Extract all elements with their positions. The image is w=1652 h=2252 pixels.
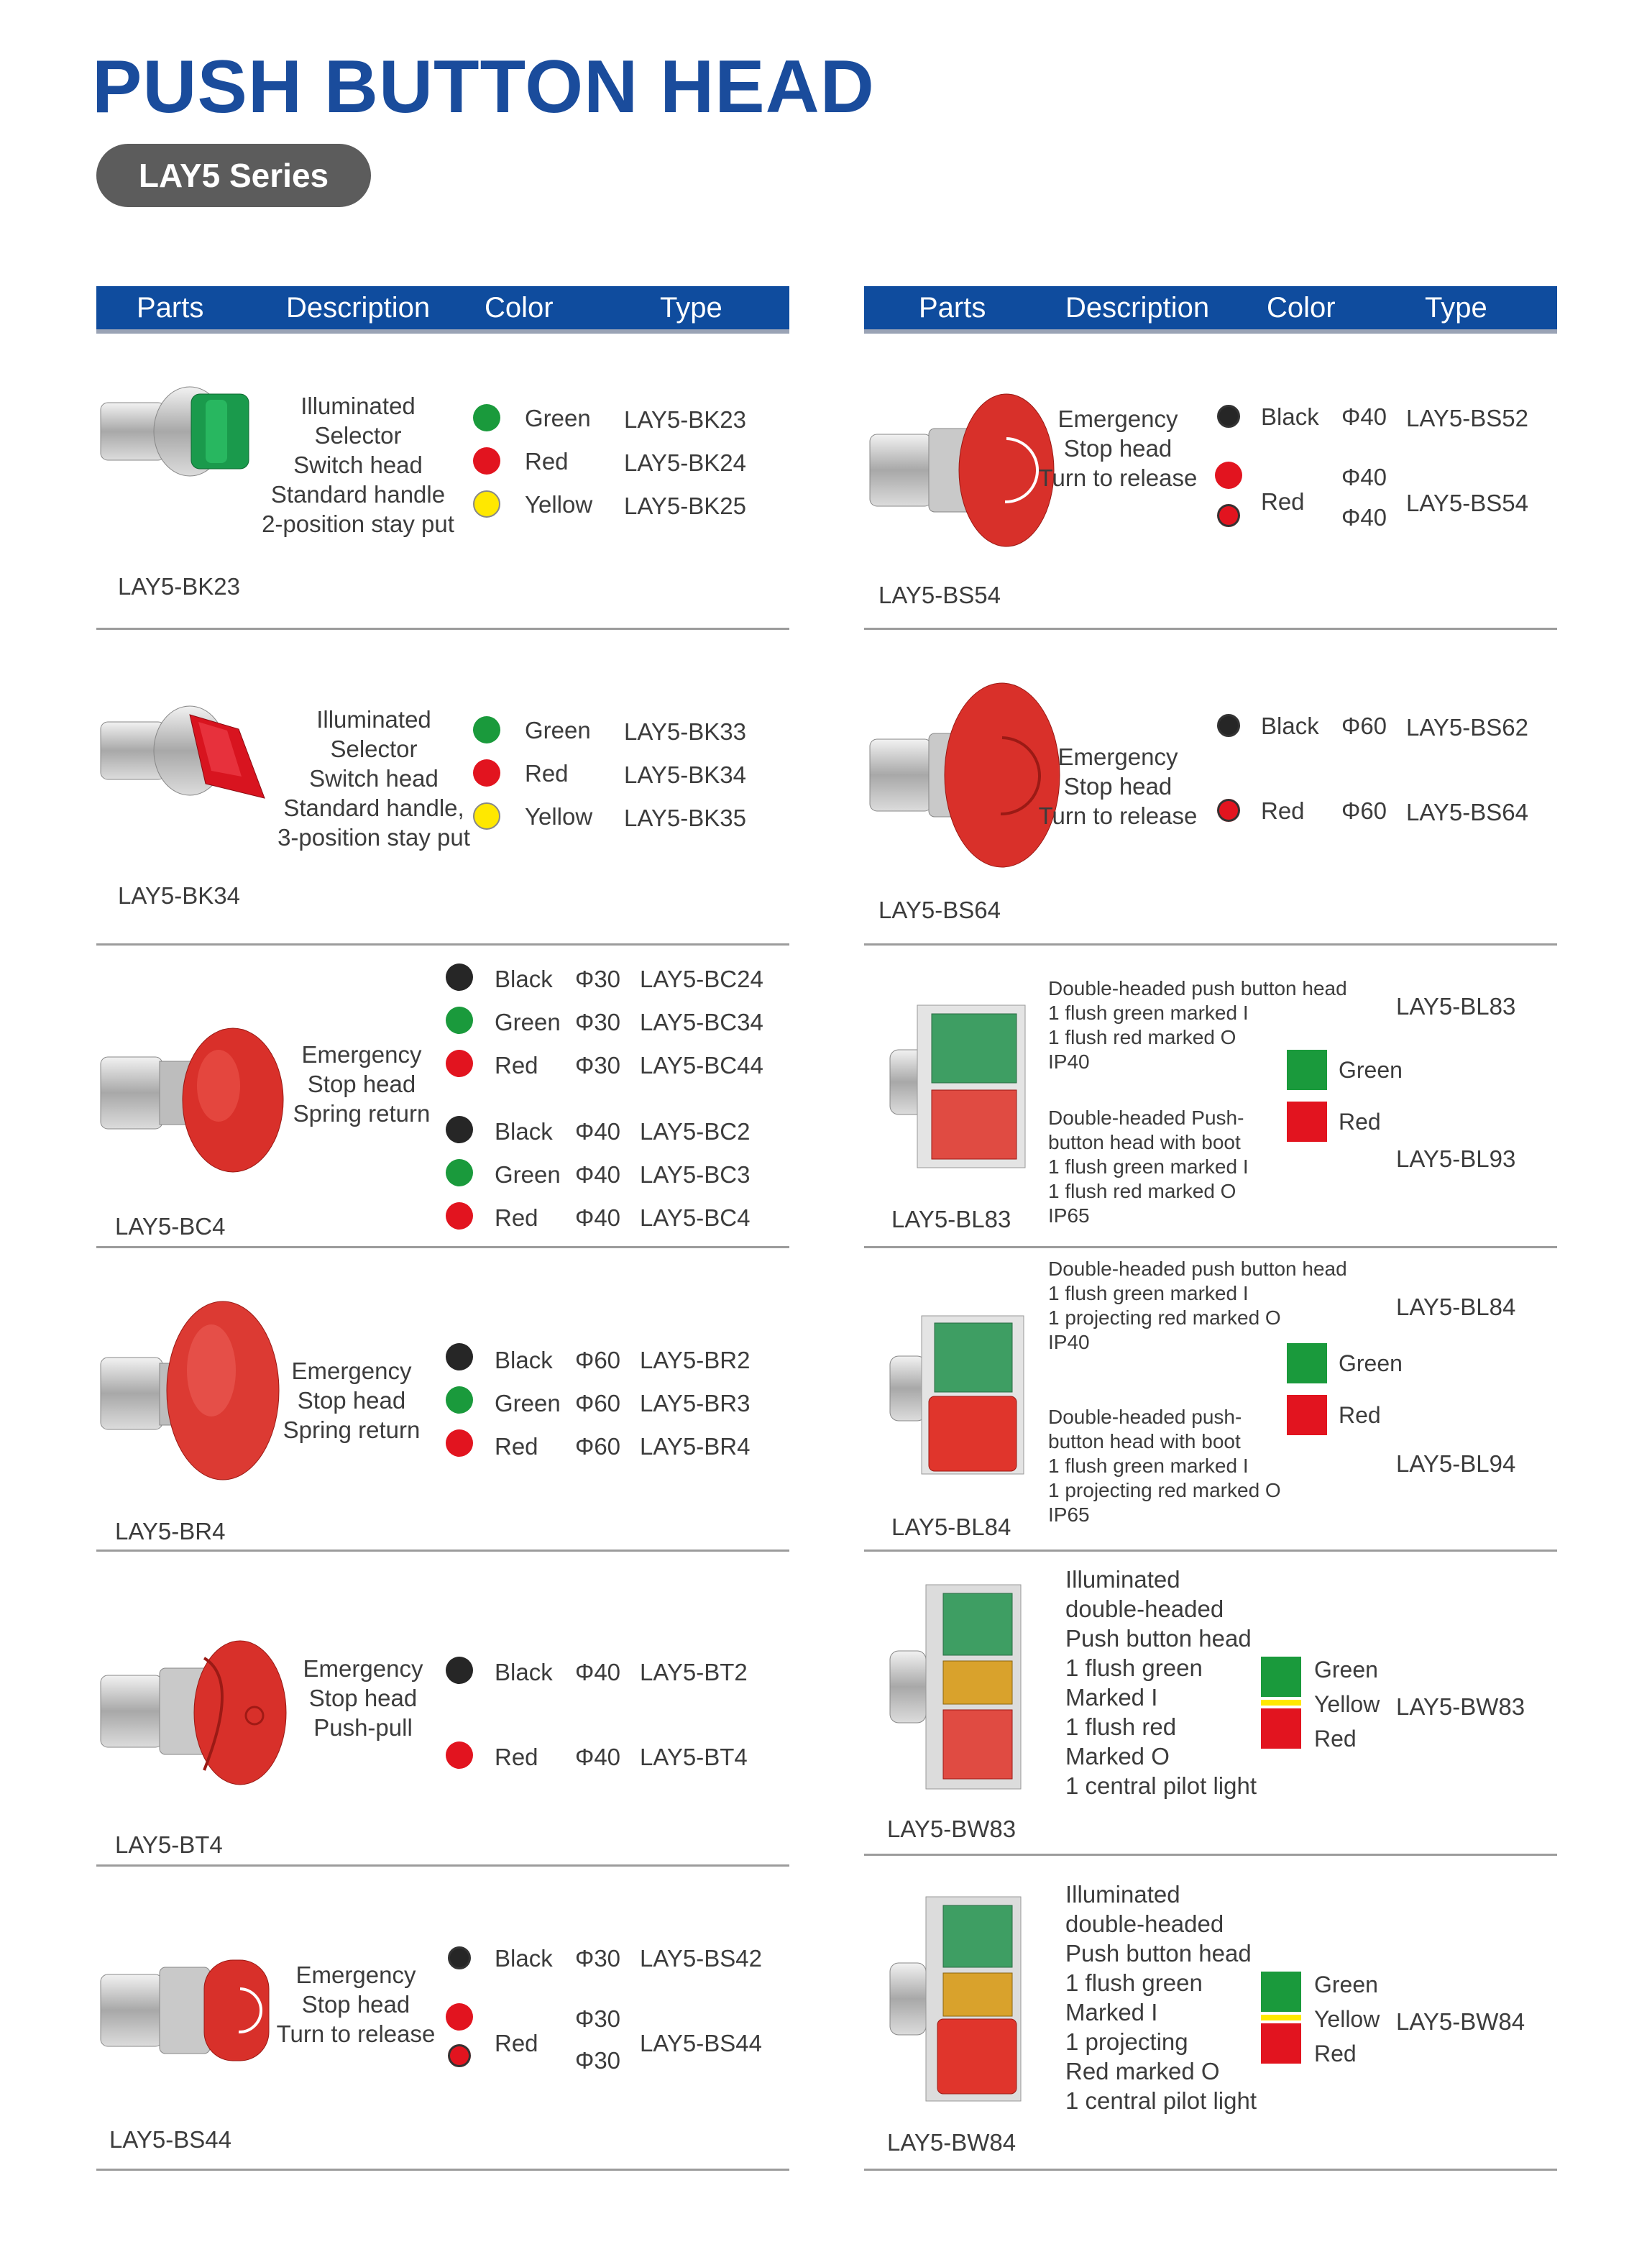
color-label: Yellow [1314,1691,1380,1717]
type-code: LAY5-BL83 [1396,993,1516,1020]
red-dot-icon [473,447,500,475]
description: Illuminated double-headed Push button head 1 flush green Marked I 1 flush red Marked O 1 central pilot light [1065,1566,1257,1799]
description-ip65: Double-headed push- button head with boot 1 flush green marked I 1 projecting red marked O IP65 [1048,1406,1281,1526]
size-label: Φ30 [575,1009,621,1035]
color-label: Green [495,1009,561,1035]
type-code: LAY5-BS52 [1406,405,1528,431]
illuminated-double-headed-projecting-button-image [886,1891,1029,2107]
part-code: LAY5-BK34 [118,882,240,909]
color-label: Red [1339,1402,1381,1428]
mushroom-button-large-red-image [96,1299,283,1486]
color-label: Black [1261,403,1319,430]
color-label: Yellow [525,803,593,830]
red-dot-icon [446,1429,473,1457]
type-code: LAY5-BR4 [640,1433,751,1460]
turn-release-mushroom-image [866,388,1060,554]
type-code: LAY5-BC24 [640,966,763,992]
type-code: LAY5-BS62 [1406,714,1528,741]
illuminated-double-headed-button-image [886,1579,1029,1795]
type-code: LAY5-BK35 [624,805,746,831]
type-code: LAY5-BS64 [1406,799,1528,825]
color-label: Yellow [1314,2006,1380,2032]
description: Emergency Stop head Spring return [283,1358,421,1443]
type-code: LAY5-BR3 [640,1390,751,1416]
page-title: PUSH BUTTON HEAD [92,45,875,129]
red-dot-icon [446,1050,473,1077]
part-code: LAY5-BL84 [891,1514,1011,1540]
color-label: Red [495,1744,538,1770]
header-color: Color [1267,292,1336,324]
size-label: Φ30 [575,1052,621,1079]
description-ip40: Double-headed push button head 1 flush green marked I 1 flush red marked O IP40 [1048,977,1347,1073]
color-label: Black [1261,713,1319,739]
description: Emergency Stop head Turn to release [1038,406,1198,491]
color-label: Green [1339,1057,1403,1083]
color-label: Green [1314,1657,1378,1683]
type-code: LAY5-BK33 [624,718,746,745]
row-divider [96,943,789,946]
size-label: Φ40 [575,1744,621,1770]
type-code: LAY5-BS42 [640,1945,762,1972]
green-dot-icon [446,1007,473,1034]
color-label: Black [495,1347,553,1373]
color-label: Red [495,1433,538,1460]
color-label: Red [1261,797,1305,824]
yellow-bar-icon [1261,1700,1301,1706]
color-label: Green [525,717,591,743]
red-turn-release-icon [444,2041,474,2071]
green-dot-icon [473,404,500,431]
red-square-icon [1261,1708,1301,1749]
row-divider [96,1246,789,1248]
description: Illuminated Selector Switch head Standard handle 2-position stay put [262,393,454,537]
green-dot-icon [446,1386,473,1414]
size-label: Φ60 [575,1433,621,1460]
color-label: Green [495,1390,561,1416]
row-divider [864,2169,1557,2171]
size-label: Φ40 [1341,403,1387,430]
type-code: LAY5-BC3 [640,1161,751,1188]
type-code: LAY5-BW84 [1396,2008,1525,2035]
part-code: LAY5-BT4 [115,1831,223,1858]
row-divider [864,1550,1557,1552]
row-divider [96,1864,789,1867]
color-label: Red [1339,1109,1381,1135]
type-code: LAY5-BK23 [624,406,746,433]
part-code: LAY5-BS64 [878,897,1001,923]
green-square-icon [1287,1050,1327,1090]
push-pull-button-image [96,1637,298,1795]
type-code: LAY5-BT4 [640,1744,748,1770]
color-label: Red [495,1052,538,1079]
black-turn-release-icon [1213,401,1244,431]
size-label: Φ40 [1341,504,1387,531]
color-label: Green [525,405,591,431]
color-label: Black [495,966,553,992]
color-label: Red [525,448,569,475]
yellow-dot-icon [473,490,500,518]
color-label: Red [1261,488,1305,515]
red-dot-icon [446,2003,473,2031]
description-ip40: Double-headed push button head 1 flush green marked I 1 projecting red marked O IP40 [1048,1258,1347,1353]
size-label: Φ60 [575,1347,621,1373]
double-headed-button-image [886,999,1029,1172]
part-code: LAY5-BS44 [109,2126,231,2153]
color-label: Red [495,1204,538,1231]
size-label: Φ40 [1341,464,1387,490]
selector-switch-green-image [98,374,270,489]
description: Illuminated double-headed Push button head 1 flush green Marked I 1 projecting Red marked O 1 central pilot light [1065,1881,1257,2114]
color-label: Red [1314,2041,1357,2066]
type-code: LAY5-BS54 [1406,490,1528,516]
red-dot-icon [473,759,500,787]
type-code: LAY5-BL94 [1396,1450,1516,1477]
header-parts: Parts [137,292,204,324]
part-code: LAY5-BR4 [115,1518,226,1544]
size-label: Φ30 [575,2005,621,2032]
red-dot-icon [1215,462,1242,489]
size-label: Φ60 [575,1390,621,1416]
description: Emergency Stop head Turn to release [276,1962,436,2047]
part-code: LAY5-BW84 [887,2129,1017,2156]
black-dot-icon [446,1343,473,1370]
row-divider [864,1854,1557,1856]
green-square-icon [1261,1972,1301,2012]
color-label: Green [1339,1350,1403,1376]
yellow-dot-icon [473,802,500,830]
green-dot-icon [446,1159,473,1186]
green-dot-icon [473,716,500,743]
color-label: Black [495,1945,553,1972]
row-divider [864,1246,1557,1248]
size-label: Φ40 [575,1204,621,1231]
row-divider [96,628,789,630]
red-square-icon [1261,2023,1301,2064]
red-square-icon [1287,1102,1327,1142]
header-description: Description [1065,292,1210,324]
color-label: Yellow [525,491,593,518]
color-label: Green [1314,1972,1378,1997]
mushroom-button-red-image [96,1021,290,1179]
size-label: Φ30 [575,966,621,992]
row-divider [864,943,1557,946]
size-label: Φ60 [1341,797,1387,824]
row-divider [96,2169,789,2171]
black-dot-icon [446,963,473,991]
type-code: LAY5-BR2 [640,1347,751,1373]
color-label: Green [495,1161,561,1188]
color-label: Black [495,1118,553,1145]
part-code: LAY5-BS54 [878,582,1001,608]
type-code: LAY5-BW83 [1396,1693,1525,1720]
description: Illuminated Selector Switch head Standard handle, 3-position stay put [277,706,470,851]
color-label: Red [525,760,569,787]
type-code: LAY5-BK34 [624,761,746,788]
size-label: Φ60 [1341,713,1387,739]
size-label: Φ30 [575,1945,621,1972]
yellow-bar-icon [1261,2015,1301,2020]
black-dot-icon [446,1116,473,1143]
size-label: Φ40 [575,1161,621,1188]
size-label: Φ30 [575,2047,621,2074]
size-label: Φ40 [575,1118,621,1145]
series-badge: LAY5 Series [96,144,371,207]
green-square-icon [1287,1343,1327,1383]
green-square-icon [1261,1657,1301,1697]
type-code: LAY5-BK25 [624,493,746,519]
header-type: Type [660,292,722,324]
description-ip65: Double-headed Push- button head with boot 1 flush green marked I 1 flush red marked O IP65 [1048,1107,1249,1227]
header-color: Color [485,292,554,324]
type-code: LAY5-BS44 [640,2030,762,2056]
double-headed-projecting-button-image [886,1299,1029,1478]
part-code: LAY5-BC4 [115,1213,226,1240]
black-turn-release-icon [444,1943,474,1973]
red-square-icon [1287,1395,1327,1435]
table-header-left [96,286,789,334]
color-label: Red [1314,1726,1357,1752]
description: Emergency Stop head Spring return [293,1041,431,1127]
part-code: LAY5-BL83 [891,1206,1011,1232]
description: Emergency Stop head Push-pull [303,1655,423,1741]
color-label: Red [495,2030,538,2056]
type-code: LAY5-BL84 [1396,1294,1516,1320]
type-code: LAY5-BT2 [640,1659,748,1685]
red-dot-icon [446,1202,473,1230]
selector-switch-red-image [98,690,270,813]
header-parts: Parts [919,292,986,324]
turn-release-button-image [96,1946,283,2075]
part-code: LAY5-BK23 [118,573,240,600]
red-dot-icon [446,1741,473,1769]
type-code: LAY5-BL93 [1396,1145,1516,1172]
type-code: LAY5-BC2 [640,1118,751,1145]
header-description: Description [286,292,431,324]
size-label: Φ40 [575,1659,621,1685]
row-divider [864,628,1557,630]
table-header-right [864,286,1557,334]
row-divider [96,1550,789,1552]
description: Emergency Stop head Turn to release [1038,743,1198,829]
type-code: LAY5-BC4 [640,1204,751,1231]
type-code: LAY5-BC34 [640,1009,763,1035]
color-label: Black [495,1659,553,1685]
part-code: LAY5-BW83 [887,1816,1017,1842]
red-turn-release-icon [1213,795,1244,825]
type-code: LAY5-BC44 [640,1052,763,1079]
black-dot-icon [446,1657,473,1684]
red-turn-release-icon [1213,500,1244,531]
type-code: LAY5-BK24 [624,449,746,476]
header-type: Type [1425,292,1487,324]
black-turn-release-icon [1213,710,1244,741]
